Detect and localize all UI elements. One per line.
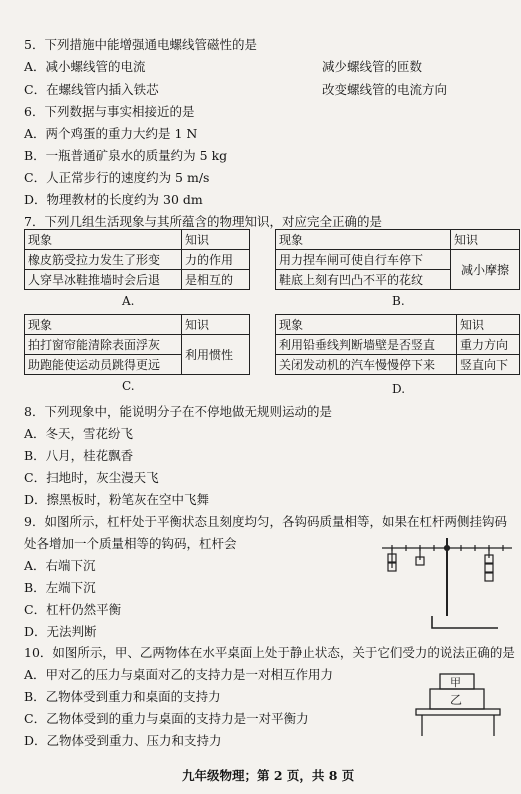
- table-cell: 拍打窗帘能清除表面浮灰: [25, 335, 182, 355]
- table-header: 现象: [276, 315, 457, 335]
- q10-option-b: B．乙物体受到重力和桌面的支持力: [24, 689, 221, 704]
- q6-stem: 6．下列数据与事实相接近的是: [24, 104, 195, 119]
- q9-option-d: D．无法判断: [24, 624, 97, 639]
- q7-table-c: [24, 314, 250, 375]
- q6-option-d: D．物理教材的长度约为 30 dm: [24, 192, 203, 207]
- blocks-figure: [412, 672, 508, 738]
- q10-stem: 10．如图所示，甲、乙两物体在水平桌面上处于静止状态，关于它们受力的说法正确的是: [24, 645, 515, 660]
- block-yi-label: 乙: [450, 693, 463, 707]
- lever-stand-base: [432, 616, 498, 628]
- q7-caption-b: B.: [392, 294, 405, 308]
- q9-option-b: B．左端下沉: [24, 580, 96, 595]
- q5-stem: 5．下列措施中能增强通电螺线管磁性的是: [24, 37, 257, 52]
- table-header: 现象: [25, 315, 182, 335]
- table-cell: 用力捏车闸可使自行车停下: [276, 250, 451, 270]
- table-header: 知识: [457, 315, 520, 335]
- page-footer: 九年级物理；第 2 页，共 8 页: [182, 768, 355, 783]
- q7-table-d: [275, 314, 520, 375]
- table-top: [416, 709, 500, 715]
- lever-figure: [378, 532, 514, 632]
- q7-table-b: [275, 229, 520, 290]
- q7-table-a: [24, 229, 250, 290]
- table-cell: 竖直向下: [457, 355, 520, 375]
- table-cell: 重力方向: [457, 335, 520, 355]
- table-cell: 助跑能使运动员跳得更远: [25, 355, 182, 375]
- table-header: 知识: [451, 230, 520, 250]
- lever-pivot: [445, 546, 450, 551]
- q8-stem: 8．下列现象中，能说明分子在不停地做无规则运动的是: [24, 404, 332, 419]
- q5-option-b: 减少螺线管的匝数: [322, 59, 423, 74]
- weight: [485, 573, 493, 581]
- weight: [485, 564, 493, 572]
- table-header: 知识: [182, 315, 250, 335]
- table-cell: 减小摩擦: [451, 250, 520, 290]
- q8-option-a: A．冬天，雪花纷飞: [24, 426, 134, 441]
- q9-stem-line1: 9．如图所示，杠杆处于平衡状态且刻度均匀，各钩码质量相等，如果在杠杆两侧挂钩码: [24, 514, 507, 529]
- q6-option-b: B．一瓶普通矿泉水的质量约为 5 kg: [24, 148, 228, 163]
- table-header: 知识: [182, 230, 250, 250]
- table-header: 现象: [276, 230, 451, 250]
- q6-option-c: C．人正常步行的速度约为 5 m/s: [24, 170, 210, 185]
- q6-option-a: A．两个鸡蛋的重力大约是 1 N: [24, 126, 198, 141]
- q5-option-c: C．在螺线管内插入铁芯: [24, 82, 159, 97]
- table-header: 现象: [25, 230, 182, 250]
- q5-option-d: 改变螺线管的电流方向: [322, 82, 448, 97]
- q8-option-d: D．擦黑板时，粉笔灰在空中飞舞: [24, 492, 210, 507]
- q9-option-c: C．杠杆仍然平衡: [24, 602, 122, 617]
- q10-option-a: A．甲对乙的压力与桌面对乙的支持力是一对相互作用力: [24, 667, 334, 682]
- table-cell: 橡皮筋受拉力发生了形变: [25, 250, 182, 270]
- q9-option-a: A．右端下沉: [24, 558, 96, 573]
- block-jia-label: 甲: [450, 676, 461, 689]
- table-cell: 利用惯性: [182, 335, 250, 375]
- q10-option-c: C．乙物体受到的重力与桌面的支持力是一对平衡力: [24, 711, 309, 726]
- table-cell: 人穿旱冰鞋推墙时会后退: [25, 270, 182, 290]
- q5-option-a: A．减小螺线管的电流: [24, 59, 146, 74]
- table-cell: 关闭发动机的汽车慢慢停下来: [276, 355, 457, 375]
- q7-stem: 7．下列几组生活现象与其所蕴含的物理知识，对应完全正确的是: [24, 214, 382, 229]
- table-cell: 力的作用: [182, 250, 250, 270]
- table-cell: 鞋底上刻有凹凸不平的花纹: [276, 270, 451, 290]
- q10-option-d: D．乙物体受到重力、压力和支持力: [24, 733, 222, 748]
- q7-caption-c: C.: [122, 379, 135, 393]
- q8-option-b: B．八月，桂花飘香: [24, 448, 134, 463]
- q9-stem-line2: 处各增加一个质量相等的钩码，杠杆会: [24, 536, 237, 551]
- q8-option-c: C．扫地时，灰尘漫天飞: [24, 470, 159, 485]
- q7-caption-a: A.: [122, 294, 135, 308]
- table-cell: 是相互的: [182, 270, 250, 290]
- table-cell: 利用铅垂线判断墙壁是否竖直: [276, 335, 457, 355]
- q7-caption-d: D.: [392, 382, 406, 396]
